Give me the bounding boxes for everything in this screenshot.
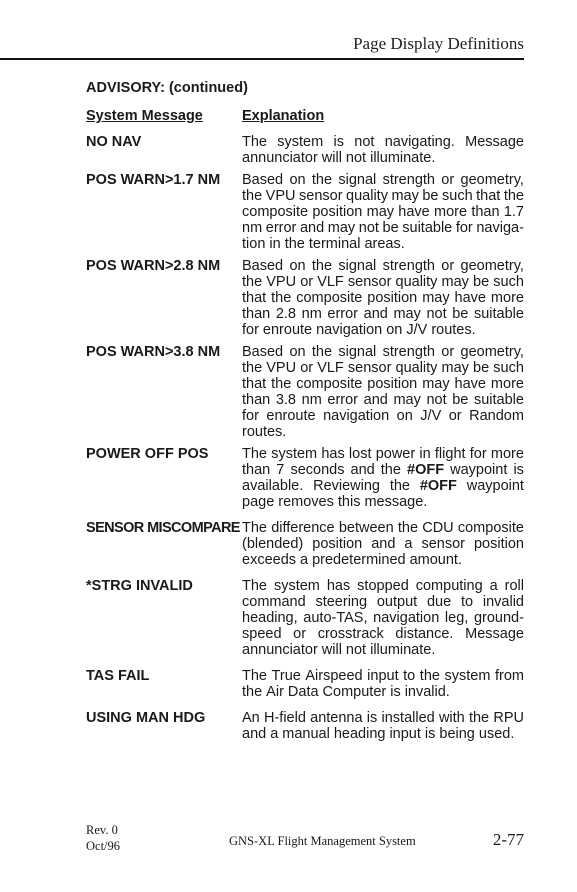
message-row	[86, 710, 524, 742]
explanation-word: have	[398, 204, 430, 220]
explanation-word: strength	[382, 344, 435, 360]
explanation-word: or	[441, 344, 455, 360]
explanation-word: (blended)	[242, 536, 304, 552]
explanation-word: H-field	[263, 710, 306, 726]
explanation-word: flight	[434, 446, 466, 462]
explanation-word: to	[460, 594, 474, 610]
explanation-word: installed	[381, 710, 435, 726]
explanation-word: a	[300, 552, 309, 568]
explanation-word: available.	[242, 478, 304, 494]
explanation-word: between	[338, 520, 394, 536]
explanation-word: message.	[364, 494, 428, 510]
explanation-word: have	[454, 290, 486, 306]
explanation-word: than	[242, 306, 271, 322]
explanation-word: composite	[457, 520, 524, 536]
message-row	[86, 520, 524, 568]
explanation-word: and	[299, 220, 325, 236]
explanation-word: than	[242, 392, 271, 408]
explanation-word: Based	[242, 258, 284, 274]
explanation-word: for	[242, 322, 259, 338]
explanation-word: output	[376, 594, 418, 610]
explanation-word: areas.	[364, 236, 405, 252]
message-row	[86, 258, 524, 338]
explanation-word: VLF	[317, 274, 344, 290]
explanation-word: 2.8	[275, 306, 297, 322]
explanation-word: composite	[242, 204, 309, 220]
explanation-word: J/V	[406, 322, 428, 338]
explanation-word: or	[293, 626, 307, 642]
explanation-word: quality	[395, 360, 438, 376]
explanation-word: Computer	[322, 684, 387, 700]
explanation-word: the	[284, 236, 305, 252]
explanation-word: speed	[242, 626, 282, 642]
advisory-message-list	[86, 134, 524, 742]
explanation-line	[242, 594, 524, 610]
explanation-word: suitable	[402, 220, 453, 236]
explanation-word: be	[452, 392, 469, 408]
explanation-word: J/V	[420, 408, 442, 424]
explanation-word: sensor	[347, 274, 392, 290]
explanation-line	[242, 610, 524, 626]
explanation-word: power	[375, 446, 416, 462]
explanation-line	[242, 462, 524, 478]
explanation-word: the	[242, 274, 263, 290]
explanation-word: Message	[465, 134, 524, 150]
explanation-line	[242, 642, 524, 658]
explanation-word: waypoint	[450, 462, 508, 478]
explanation-word: 3.8	[275, 392, 297, 408]
message-explanation	[242, 578, 524, 658]
explanation-word: a	[489, 578, 498, 594]
explanation-word: is	[390, 684, 401, 700]
explanation-word: exceeds	[242, 552, 297, 568]
explanation-word: being	[439, 726, 475, 742]
explanation-word: The	[242, 134, 267, 150]
system-message: POS WARN>2.8 NM	[86, 258, 221, 274]
explanation-word: input	[367, 668, 399, 684]
explanation-line	[242, 494, 524, 510]
explanation-word: a	[404, 536, 413, 552]
explanation-word: page	[242, 494, 275, 510]
explanation-word: The	[242, 446, 267, 462]
explanation-line	[242, 258, 524, 274]
explanation-word: the	[311, 172, 333, 188]
explanation-word: navigation	[373, 610, 440, 626]
explanation-word: or	[448, 408, 462, 424]
explanation-word: may	[366, 204, 395, 220]
explanation-word: enroute	[262, 322, 313, 338]
explanation-word: or	[441, 172, 455, 188]
explanation-word: composite	[296, 290, 363, 306]
explanation-line	[242, 408, 524, 424]
explanation-line	[242, 360, 524, 376]
message-row	[86, 134, 524, 166]
explanation-word: has	[321, 446, 345, 462]
explanation-word: system	[277, 134, 324, 150]
explanation-word: navigation	[316, 322, 383, 338]
explanation-word: tion	[242, 236, 266, 252]
explanation-word: may	[422, 376, 450, 392]
explanation-line	[242, 236, 524, 252]
explanation-word: manual	[282, 726, 330, 742]
explanation-line	[242, 626, 524, 642]
explanation-word: Airspeed	[305, 668, 363, 684]
explanation-word: ground-	[473, 610, 524, 626]
explanation-word: on	[386, 322, 403, 338]
explanation-word: may	[393, 306, 421, 322]
explanation-word: with	[438, 710, 465, 726]
explanation-word: may	[441, 360, 469, 376]
explanation-line	[242, 578, 524, 594]
explanation-word: system	[273, 578, 320, 594]
explanation-word: for	[242, 408, 259, 424]
explanation-line	[242, 446, 524, 462]
explanation-word: quality	[395, 274, 438, 290]
explanation-word: will	[321, 150, 342, 166]
explanation-word: seconds	[290, 462, 345, 478]
footer-rev-date: Oct/96	[86, 839, 121, 853]
explanation-word: may	[422, 290, 450, 306]
footer-page-number: 2-77	[492, 830, 524, 849]
explanation-word: for	[455, 220, 473, 236]
explanation-line	[242, 306, 524, 322]
explanation-word: suitable	[473, 306, 524, 322]
explanation-word: geometry,	[460, 172, 524, 188]
footer-rev-number: Rev. 0	[86, 823, 118, 837]
message-explanation	[242, 172, 524, 252]
explanation-word: such	[493, 360, 524, 376]
explanation-word: suitable	[473, 392, 524, 408]
explanation-word: amount.	[409, 552, 462, 568]
explanation-line	[242, 668, 524, 684]
explanation-word: on	[289, 258, 306, 274]
explanation-word: such	[442, 188, 473, 204]
explanation-word: command	[242, 594, 306, 610]
explanation-word: RPU	[493, 710, 524, 726]
explanation-word: Data	[287, 684, 319, 700]
explanation-word: position	[312, 204, 363, 220]
explanation-word: error	[327, 392, 359, 408]
explanation-word: and	[242, 726, 267, 742]
explanation-word: illuminate.	[370, 642, 436, 658]
explanation-word: the	[380, 462, 401, 478]
explanation-word: The	[242, 520, 267, 536]
explanation-word: CDU	[422, 520, 454, 536]
explanation-word: be	[382, 220, 399, 236]
explanation-word: nm	[301, 306, 322, 322]
message-explanation	[242, 710, 524, 742]
explanation-word: the	[242, 684, 263, 700]
explanation-word: naviga-	[476, 220, 524, 236]
explanation-word: Reviewing	[313, 478, 380, 494]
message-explanation	[242, 520, 524, 568]
explanation-word: Message	[465, 626, 524, 642]
message-explanation	[242, 344, 524, 440]
explanation-word: An	[242, 710, 260, 726]
explanation-word: and	[363, 392, 388, 408]
explanation-word: the	[311, 258, 333, 274]
explanation-word: be	[473, 360, 490, 376]
explanation-word: 1.7	[503, 204, 524, 220]
explanation-word: on	[289, 344, 306, 360]
explanation-word: The	[242, 668, 267, 684]
explanation-word: may	[327, 220, 356, 236]
explanation-word: not	[426, 392, 447, 408]
explanation-word: the	[242, 188, 263, 204]
column-header-message: System Message	[86, 108, 203, 124]
explanation-word: that	[476, 188, 501, 204]
explanation-word: nm	[301, 392, 322, 408]
system-message: SENSOR MISCOMPARE	[86, 520, 240, 536]
explanation-line	[242, 710, 524, 726]
explanation-word: from	[494, 668, 524, 684]
explanation-word: or	[300, 274, 314, 290]
explanation-word: removes	[278, 494, 334, 510]
explanation-word: auto-TAS,	[303, 610, 368, 626]
explanation-word: the	[311, 344, 333, 360]
explanation-line	[242, 150, 524, 166]
explanation-word: error	[265, 220, 297, 236]
explanation-word: composite	[296, 376, 363, 392]
explanation-word: in	[419, 446, 431, 462]
explanation-word: error	[327, 306, 359, 322]
explanation-line	[242, 274, 524, 290]
explanation-word: geometry,	[460, 258, 524, 274]
explanation-word: nm	[242, 220, 263, 236]
explanation-word: navigating.	[384, 134, 455, 150]
explanation-word: Based	[242, 344, 284, 360]
explanation-word: VPU	[266, 360, 297, 376]
explanation-word: the	[271, 290, 292, 306]
explanation-word: signal	[338, 258, 377, 274]
explanation-word: more	[490, 446, 524, 462]
explanation-word: to	[403, 668, 416, 684]
explanation-word: this	[337, 494, 361, 510]
explanation-word: difference	[271, 520, 335, 536]
explanation-line	[242, 188, 524, 204]
explanation-word: has	[326, 578, 351, 594]
explanation-word: in	[269, 236, 281, 252]
explanation-word: for	[469, 446, 487, 462]
explanation-word: position	[367, 290, 418, 306]
system-message: POS WARN>1.7 NM	[86, 172, 221, 188]
explanation-word: signal	[338, 344, 377, 360]
explanation-line	[242, 376, 524, 392]
explanation-word: crosstrack	[317, 626, 384, 642]
explanation-line	[242, 290, 524, 306]
explanation-word: roll	[504, 578, 524, 594]
system-message: NO NAV	[86, 134, 142, 150]
explanation-word: predetermined	[312, 552, 406, 568]
explanation-word: steering	[315, 594, 368, 610]
explanation-word: is	[424, 726, 436, 742]
explanation-line	[242, 344, 524, 360]
explanation-word: or	[441, 258, 455, 274]
explanation-line	[242, 134, 524, 150]
explanation-word: sensor	[347, 360, 392, 376]
explanation-word: quality	[346, 188, 388, 204]
explanation-word: waypoint	[466, 478, 524, 494]
explanation-word: the	[271, 376, 292, 392]
explanation-word: and	[350, 462, 375, 478]
message-explanation	[242, 668, 524, 700]
explanation-word: distance.	[395, 626, 454, 642]
footer-manual-title: GNS-XL Flight Management System	[229, 834, 416, 848]
explanation-word: not	[345, 642, 367, 658]
message-explanation	[242, 134, 524, 166]
explanation-line	[242, 478, 524, 494]
explanation-line	[242, 552, 524, 568]
explanation-line	[242, 520, 524, 536]
explanation-word: #OFF	[407, 462, 445, 478]
explanation-word: illuminate.	[370, 150, 436, 166]
explanation-word: annunciator	[242, 642, 318, 658]
explanation-word: more	[434, 204, 468, 220]
explanation-word: may	[391, 188, 419, 204]
explanation-word: more	[490, 376, 524, 392]
explanation-word: will	[321, 642, 342, 658]
message-row	[86, 668, 524, 700]
explanation-word: geometry,	[460, 344, 524, 360]
explanation-word: strength	[382, 172, 435, 188]
explanation-word: True	[271, 668, 301, 684]
explanation-word: more	[490, 290, 524, 306]
explanation-word: navigation	[323, 408, 390, 424]
explanation-word: system	[444, 668, 491, 684]
explanation-word: VPU	[265, 188, 296, 204]
explanation-word: a	[270, 726, 279, 742]
explanation-word: or	[300, 360, 314, 376]
message-explanation	[242, 258, 524, 338]
explanation-word: sensor	[421, 536, 465, 552]
explanation-word: used.	[478, 726, 515, 742]
column-header-explanation: Explanation	[242, 108, 325, 124]
explanation-word: VPU	[266, 274, 297, 290]
explanation-word: 7	[276, 462, 285, 478]
explanation-word: heading	[333, 726, 386, 742]
explanation-word: not	[358, 220, 379, 236]
system-message: *STRG INVALID	[86, 578, 193, 594]
explanation-word: system	[271, 446, 318, 462]
explanation-word: strength	[382, 258, 435, 274]
explanation-word: annunciator	[242, 150, 318, 166]
explanation-line	[242, 204, 524, 220]
message-explanation	[242, 446, 524, 510]
explanation-line	[242, 220, 524, 236]
explanation-word: the	[389, 478, 410, 494]
explanation-line	[242, 172, 524, 188]
explanation-word: antenna	[310, 710, 363, 726]
explanation-word: sensor	[299, 188, 343, 204]
explanation-word: terminal	[308, 236, 361, 252]
explanation-word: that	[242, 290, 267, 306]
explanation-word: lost	[348, 446, 372, 462]
explanation-word: The	[242, 578, 267, 594]
explanation-word: may	[393, 392, 421, 408]
explanation-word: computing	[415, 578, 483, 594]
explanation-word: be	[452, 306, 469, 322]
explanation-word: invalid	[482, 594, 524, 610]
system-message: USING MAN HDG	[86, 710, 206, 726]
system-message: TAS FAIL	[86, 668, 150, 684]
explanation-word: routes.	[242, 424, 287, 440]
system-message: POS WARN>3.8 NM	[86, 344, 221, 360]
explanation-word: be	[422, 188, 439, 204]
explanation-word: not	[345, 150, 367, 166]
footer-revision	[86, 822, 120, 854]
explanation-word: on	[289, 172, 306, 188]
explanation-word: is	[333, 134, 344, 150]
explanation-word: input	[389, 726, 421, 742]
explanation-word: not	[354, 134, 375, 150]
explanation-word: VLF	[317, 360, 344, 376]
explanation-word: and	[371, 536, 396, 552]
explanation-word: be	[473, 274, 490, 290]
explanation-word: leg,	[444, 610, 469, 626]
explanation-line	[242, 392, 524, 408]
explanation-word: the	[468, 710, 490, 726]
explanation-word: enroute	[266, 408, 316, 424]
message-row	[86, 172, 524, 252]
explanation-word: invalid.	[404, 684, 450, 700]
explanation-word: heading,	[242, 610, 298, 626]
explanation-word: stopped	[357, 578, 409, 594]
explanation-line	[242, 322, 524, 338]
explanation-word: position	[473, 536, 524, 552]
explanation-word: Air	[266, 684, 284, 700]
page-header-title: Page Display Definitions	[353, 34, 524, 53]
explanation-word: signal	[338, 172, 377, 188]
explanation-word: than	[242, 462, 271, 478]
message-row	[86, 344, 524, 440]
message-row	[86, 446, 524, 510]
explanation-word: that	[242, 376, 267, 392]
section-title: ADVISORY: (continued)	[86, 80, 248, 96]
explanation-line	[242, 424, 524, 440]
system-message: POWER OFF POS	[86, 446, 209, 462]
message-row	[86, 578, 524, 658]
explanation-word: and	[363, 306, 388, 322]
explanation-word: due	[426, 594, 452, 610]
explanation-line	[242, 726, 524, 742]
explanation-word: is	[366, 710, 378, 726]
explanation-word: on	[396, 408, 413, 424]
header-rule	[0, 58, 524, 60]
explanation-word: position	[312, 536, 363, 552]
explanation-word: #OFF	[419, 478, 457, 494]
explanation-word: such	[493, 274, 524, 290]
explanation-word: position	[367, 376, 418, 392]
explanation-word: the	[503, 188, 524, 204]
explanation-word: the	[397, 520, 419, 536]
explanation-word: routes.	[431, 322, 476, 338]
explanation-word: the	[419, 668, 440, 684]
explanation-word: than	[471, 204, 500, 220]
explanation-word: the	[242, 360, 263, 376]
explanation-line	[242, 684, 524, 700]
explanation-word: Random	[469, 408, 524, 424]
explanation-line	[242, 536, 524, 552]
explanation-word: not	[426, 306, 447, 322]
explanation-word: is	[513, 462, 524, 478]
explanation-word: Based	[242, 172, 284, 188]
explanation-word: have	[454, 376, 486, 392]
explanation-word: may	[441, 274, 469, 290]
